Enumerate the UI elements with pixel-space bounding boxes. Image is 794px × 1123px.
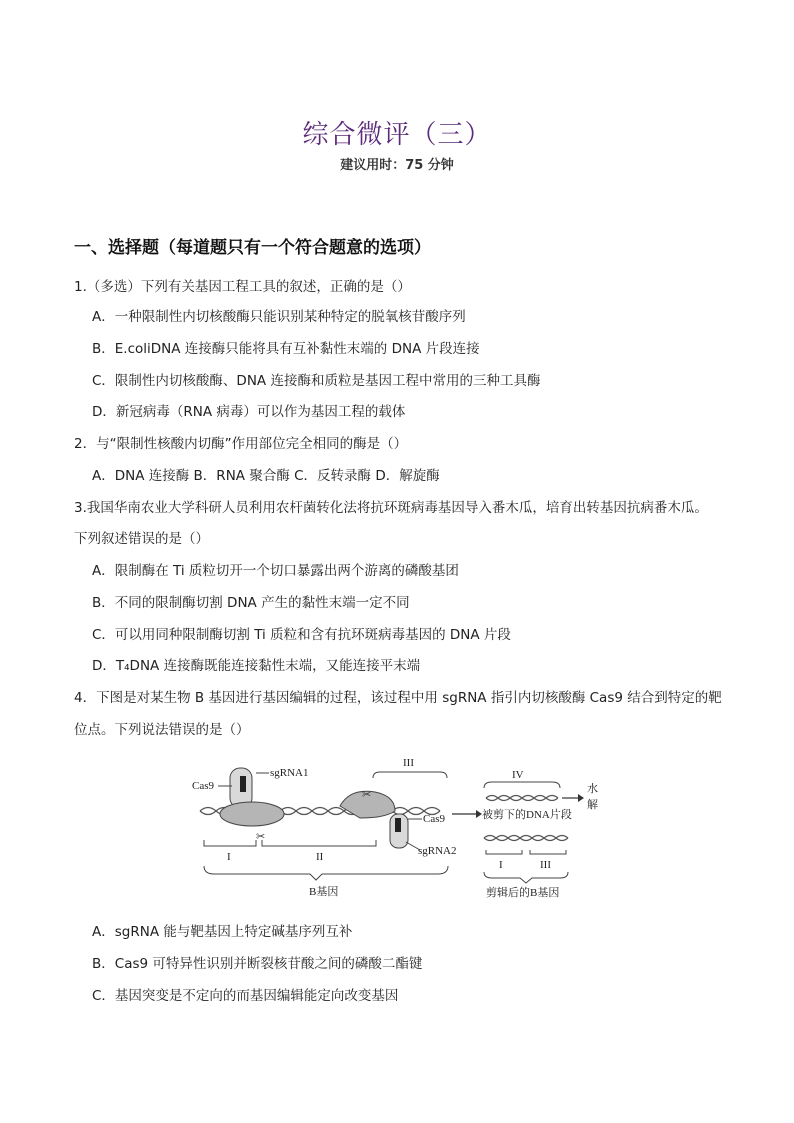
question-2-stem: 2．与“限制性核酸内切酶”作用部位完全相同的酶是（） bbox=[74, 436, 408, 452]
section-heading: 一、选择题（每道题只有一个符合题意的选项） bbox=[74, 238, 431, 258]
region-iv-label: IV bbox=[512, 769, 524, 781]
question-3-stem-line1: 3.我国华南农业大学科研人员利用农杆菌转化法将抗环斑病毒基因导入番木瓜，培育出转基因抗病番木瓜。 bbox=[74, 500, 708, 516]
hydrolysis-label-1: 水 bbox=[587, 783, 598, 795]
suggested-time: 建议用时：75 分钟 bbox=[340, 158, 454, 173]
svg-text:✂: ✂ bbox=[362, 789, 372, 801]
cas9-complex-left bbox=[220, 768, 284, 843]
cas9-label-left: Cas9 bbox=[192, 780, 214, 792]
edited-b-gene-helix bbox=[484, 836, 568, 841]
b-gene-label: B基因 bbox=[309, 886, 339, 898]
hydrolysis-label-2: 解 bbox=[587, 799, 598, 811]
question-3-option-d: D．T₄DNA 连接酶既能连接黏性末端，又能连接平末端 bbox=[92, 658, 421, 674]
question-4-stem-line1: 4．下图是对某生物 B 基因进行基因编辑的过程，该过程中用 sgRNA 指引内切核酸酶 Cas9 结合到特定的靶 bbox=[74, 690, 722, 706]
cas9-label-right: Cas9 bbox=[423, 813, 445, 825]
region-iii-label: III bbox=[403, 757, 414, 769]
region-i-label: I bbox=[227, 851, 231, 863]
edited-region-i-label: I bbox=[499, 859, 503, 871]
question-1-option-c: C．限制性内切核酸酶、DNA 连接酶和质粒是基因工程中常用的三种工具酶 bbox=[92, 373, 541, 389]
page-title: 综合微评（三） bbox=[302, 120, 492, 150]
region-ii-label: II bbox=[316, 851, 324, 863]
cut-fragment-helix bbox=[486, 796, 558, 801]
edited-b-gene-label: 剪辑后的B基因 bbox=[486, 887, 560, 899]
gene-editing-diagram bbox=[190, 756, 610, 901]
question-1-option-d: D．新冠病毒（RNA 病毒）可以作为基因工程的载体 bbox=[92, 404, 406, 420]
question-3-stem-line2: 下列叙述错误的是（） bbox=[74, 531, 209, 547]
question-4-option-c: C．基因突变是不定向的而基因编辑能定向改变基因 bbox=[92, 988, 399, 1004]
svg-text:✂: ✂ bbox=[256, 831, 266, 843]
question-3-option-b: B．不同的限制酶切割 DNA 产生的黏性末端一定不同 bbox=[92, 595, 410, 611]
question-4-option-b: B．Cas9 可特异性识别并断裂核苷酸之间的磷酸二酯键 bbox=[92, 956, 423, 972]
question-1-option-b: B．E.coliDNA 连接酶只能将具有互补黏性末端的 DNA 片段连接 bbox=[92, 341, 480, 357]
question-2-options: A．DNA 连接酶 B．RNA 聚合酶 C．反转录酶 D．解旋酶 bbox=[92, 468, 440, 484]
question-1-stem: 1.（多选）下列有关基因工程工具的叙述，正确的是（） bbox=[74, 279, 411, 295]
question-1-option-a: A．一种限制性内切核酸酶只能识别某种特定的脱氧核苷酸序列 bbox=[92, 309, 466, 325]
question-3-option-c: C．可以用同种限制酶切割 Ti 质粒和含有抗环斑病毒基因的 DNA 片段 bbox=[92, 627, 511, 643]
sgrna1-label: sgRNA1 bbox=[270, 767, 309, 779]
question-4-stem-line2: 位点。下列说法错误的是（） bbox=[74, 722, 250, 738]
edited-region-iii-label: III bbox=[540, 859, 551, 871]
cut-fragment-label: 被剪下的DNA片段 bbox=[482, 809, 572, 821]
question-4-option-a: A．sgRNA 能与靶基因上特定碱基序列互补 bbox=[92, 924, 353, 940]
sgrna2-label: sgRNA2 bbox=[418, 845, 457, 857]
question-3-option-a: A．限制酶在 Ti 质粒切开一个切口暴露出两个游离的磷酸基团 bbox=[92, 563, 459, 579]
cas9-complex-right bbox=[340, 789, 408, 848]
